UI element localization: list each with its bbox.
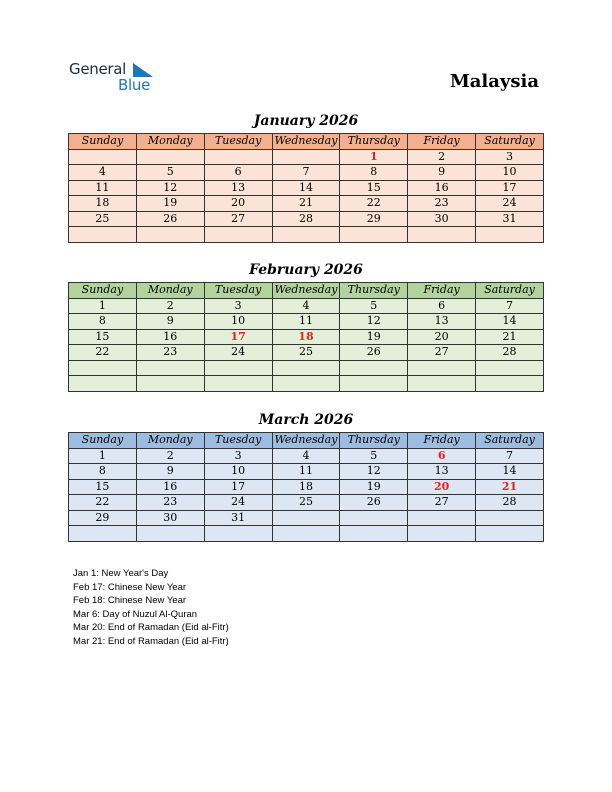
day-cell: 23 <box>408 196 476 212</box>
empty-day-cell <box>408 360 476 376</box>
week-row <box>69 526 544 542</box>
day-cell: 20 <box>204 196 272 212</box>
day-cell: 20 <box>408 479 476 495</box>
empty-day-cell <box>69 227 137 243</box>
empty-day-cell <box>272 510 340 526</box>
empty-day-cell <box>476 227 544 243</box>
week-row <box>69 345 544 361</box>
week-row <box>69 298 544 314</box>
day-cell: 16 <box>408 180 476 196</box>
holiday-item: Feb 17: Chinese New Year <box>73 581 187 593</box>
weekday-header: Wednesday <box>272 283 340 299</box>
day-cell: 21 <box>476 329 544 345</box>
day-cell: 16 <box>136 479 204 495</box>
day-cell: 5 <box>340 298 408 314</box>
empty-day-cell <box>408 526 476 542</box>
empty-day-cell <box>204 376 272 392</box>
day-cell: 4 <box>272 298 340 314</box>
weekday-header: Saturday <box>476 134 544 150</box>
day-cell: 19 <box>136 196 204 212</box>
day-cell: 18 <box>272 329 340 345</box>
logo-triangle-icon <box>133 63 153 77</box>
day-cell: 17 <box>204 329 272 345</box>
empty-day-cell <box>69 149 137 165</box>
weekday-header: Tuesday <box>204 433 272 449</box>
day-cell: 13 <box>408 314 476 330</box>
empty-day-cell <box>272 360 340 376</box>
day-cell: 28 <box>272 211 340 227</box>
day-cell: 27 <box>408 345 476 361</box>
day-cell: 29 <box>340 211 408 227</box>
week-row <box>69 376 544 392</box>
day-cell: 3 <box>476 149 544 165</box>
empty-day-cell <box>340 360 408 376</box>
empty-day-cell <box>408 227 476 243</box>
empty-day-cell <box>204 227 272 243</box>
empty-day-cell <box>476 360 544 376</box>
day-cell: 21 <box>272 196 340 212</box>
day-cell: 2 <box>408 149 476 165</box>
day-cell: 18 <box>272 479 340 495</box>
day-cell: 7 <box>272 165 340 181</box>
day-cell: 10 <box>476 165 544 181</box>
day-cell: 27 <box>204 211 272 227</box>
month-title-february: February 2026 <box>249 262 363 278</box>
day-cell: 11 <box>69 180 137 196</box>
weekday-header: Thursday <box>340 283 408 299</box>
day-cell: 25 <box>272 345 340 361</box>
day-cell: 9 <box>136 464 204 480</box>
week-row <box>69 165 544 181</box>
day-cell: 21 <box>476 479 544 495</box>
holiday-item: Feb 18: Chinese New Year <box>73 595 187 607</box>
day-cell: 3 <box>204 448 272 464</box>
empty-day-cell <box>136 376 204 392</box>
empty-day-cell <box>272 227 340 243</box>
calendar-january <box>68 133 544 243</box>
week-row <box>69 479 544 495</box>
month-title-march: March 2026 <box>258 412 354 428</box>
day-cell: 6 <box>204 165 272 181</box>
day-cell: 23 <box>136 345 204 361</box>
day-cell: 9 <box>408 165 476 181</box>
week-row <box>69 464 544 480</box>
calendar-march <box>68 432 544 542</box>
day-cell: 22 <box>69 345 137 361</box>
day-cell: 24 <box>204 495 272 511</box>
weekday-header: Friday <box>408 433 476 449</box>
empty-day-cell <box>136 149 204 165</box>
week-row <box>69 360 544 376</box>
day-cell: 25 <box>69 211 137 227</box>
empty-day-cell <box>136 227 204 243</box>
empty-day-cell <box>136 360 204 376</box>
day-cell: 9 <box>136 314 204 330</box>
holiday-list <box>73 567 229 649</box>
day-cell: 24 <box>476 196 544 212</box>
day-cell: 1 <box>69 448 137 464</box>
holiday-item: Mar 21: End of Ramadan (Eid al-Fitr) <box>73 635 229 647</box>
day-cell: 6 <box>408 448 476 464</box>
day-cell: 2 <box>136 448 204 464</box>
day-cell: 12 <box>340 314 408 330</box>
week-row <box>69 495 544 511</box>
weekday-header: Wednesday <box>272 134 340 150</box>
week-row <box>69 180 544 196</box>
day-cell: 11 <box>272 464 340 480</box>
empty-day-cell <box>69 376 137 392</box>
week-row <box>69 227 544 243</box>
empty-day-cell <box>204 149 272 165</box>
day-cell: 8 <box>340 165 408 181</box>
day-cell: 31 <box>476 211 544 227</box>
day-cell: 4 <box>272 448 340 464</box>
weekday-header-row <box>69 134 544 150</box>
day-cell: 1 <box>340 149 408 165</box>
day-cell: 12 <box>340 464 408 480</box>
weekday-header: Wednesday <box>272 433 340 449</box>
month-title-january: January 2026 <box>253 113 359 129</box>
day-cell: 12 <box>136 180 204 196</box>
day-cell: 1 <box>69 298 137 314</box>
day-cell: 17 <box>476 180 544 196</box>
week-row <box>69 196 544 212</box>
day-cell: 30 <box>136 510 204 526</box>
logo-text-general: General <box>69 60 127 78</box>
day-cell: 10 <box>204 314 272 330</box>
empty-day-cell <box>340 227 408 243</box>
day-cell: 8 <box>69 314 137 330</box>
empty-day-cell <box>340 510 408 526</box>
empty-day-cell <box>69 526 137 542</box>
weekday-header: Thursday <box>340 433 408 449</box>
empty-day-cell <box>408 376 476 392</box>
empty-day-cell <box>204 526 272 542</box>
country-title: Malaysia <box>449 71 539 92</box>
day-cell: 28 <box>476 345 544 361</box>
calendar-february <box>68 282 544 392</box>
day-cell: 15 <box>340 180 408 196</box>
day-cell: 13 <box>408 464 476 480</box>
week-row <box>69 314 544 330</box>
day-cell: 22 <box>340 196 408 212</box>
day-cell: 2 <box>136 298 204 314</box>
day-cell: 25 <box>272 495 340 511</box>
weekday-header: Sunday <box>69 134 137 150</box>
day-cell: 30 <box>408 211 476 227</box>
week-row <box>69 149 544 165</box>
weekday-header: Monday <box>136 134 204 150</box>
empty-day-cell <box>476 526 544 542</box>
holiday-item: Mar 20: End of Ramadan (Eid al-Fitr) <box>73 622 229 634</box>
day-cell: 8 <box>69 464 137 480</box>
weekday-header: Tuesday <box>204 283 272 299</box>
weekday-header: Friday <box>408 134 476 150</box>
day-cell: 7 <box>476 298 544 314</box>
empty-day-cell <box>272 149 340 165</box>
weekday-header: Sunday <box>69 283 137 299</box>
day-cell: 24 <box>204 345 272 361</box>
generalblue-logo <box>69 60 169 96</box>
empty-day-cell <box>476 510 544 526</box>
weekday-header: Saturday <box>476 283 544 299</box>
day-cell: 14 <box>476 314 544 330</box>
empty-day-cell <box>272 376 340 392</box>
day-cell: 18 <box>69 196 137 212</box>
day-cell: 20 <box>408 329 476 345</box>
week-row <box>69 329 544 345</box>
day-cell: 3 <box>204 298 272 314</box>
day-cell: 5 <box>340 448 408 464</box>
day-cell: 13 <box>204 180 272 196</box>
day-cell: 15 <box>69 479 137 495</box>
day-cell: 6 <box>408 298 476 314</box>
weekday-header: Monday <box>136 283 204 299</box>
day-cell: 23 <box>136 495 204 511</box>
day-cell: 14 <box>476 464 544 480</box>
empty-day-cell <box>272 526 340 542</box>
empty-day-cell <box>340 526 408 542</box>
day-cell: 29 <box>69 510 137 526</box>
day-cell: 16 <box>136 329 204 345</box>
day-cell: 19 <box>340 479 408 495</box>
day-cell: 26 <box>136 211 204 227</box>
holiday-item: Jan 1: New Year's Day <box>73 568 169 579</box>
weekday-header: Saturday <box>476 433 544 449</box>
weekday-header-row <box>69 283 544 299</box>
day-cell: 7 <box>476 448 544 464</box>
week-row <box>69 448 544 464</box>
day-cell: 31 <box>204 510 272 526</box>
empty-day-cell <box>69 360 137 376</box>
weekday-header: Sunday <box>69 433 137 449</box>
empty-day-cell <box>204 360 272 376</box>
day-cell: 26 <box>340 345 408 361</box>
day-cell: 14 <box>272 180 340 196</box>
day-cell: 15 <box>69 329 137 345</box>
weekday-header: Friday <box>408 283 476 299</box>
weekday-header: Thursday <box>340 134 408 150</box>
day-cell: 4 <box>69 165 137 181</box>
day-cell: 11 <box>272 314 340 330</box>
day-cell: 28 <box>476 495 544 511</box>
day-cell: 17 <box>204 479 272 495</box>
week-row <box>69 510 544 526</box>
weekday-header: Tuesday <box>204 134 272 150</box>
day-cell: 10 <box>204 464 272 480</box>
empty-day-cell <box>136 526 204 542</box>
weekday-header: Monday <box>136 433 204 449</box>
day-cell: 19 <box>340 329 408 345</box>
weekday-header-row <box>69 433 544 449</box>
empty-day-cell <box>408 510 476 526</box>
day-cell: 22 <box>69 495 137 511</box>
empty-day-cell <box>476 376 544 392</box>
day-cell: 27 <box>408 495 476 511</box>
holiday-item: Mar 6: Day of Nuzul Al-Quran <box>73 608 198 620</box>
week-row <box>69 211 544 227</box>
logo-text-blue: Blue <box>118 76 150 94</box>
day-cell: 26 <box>340 495 408 511</box>
empty-day-cell <box>340 376 408 392</box>
day-cell: 5 <box>136 165 204 181</box>
